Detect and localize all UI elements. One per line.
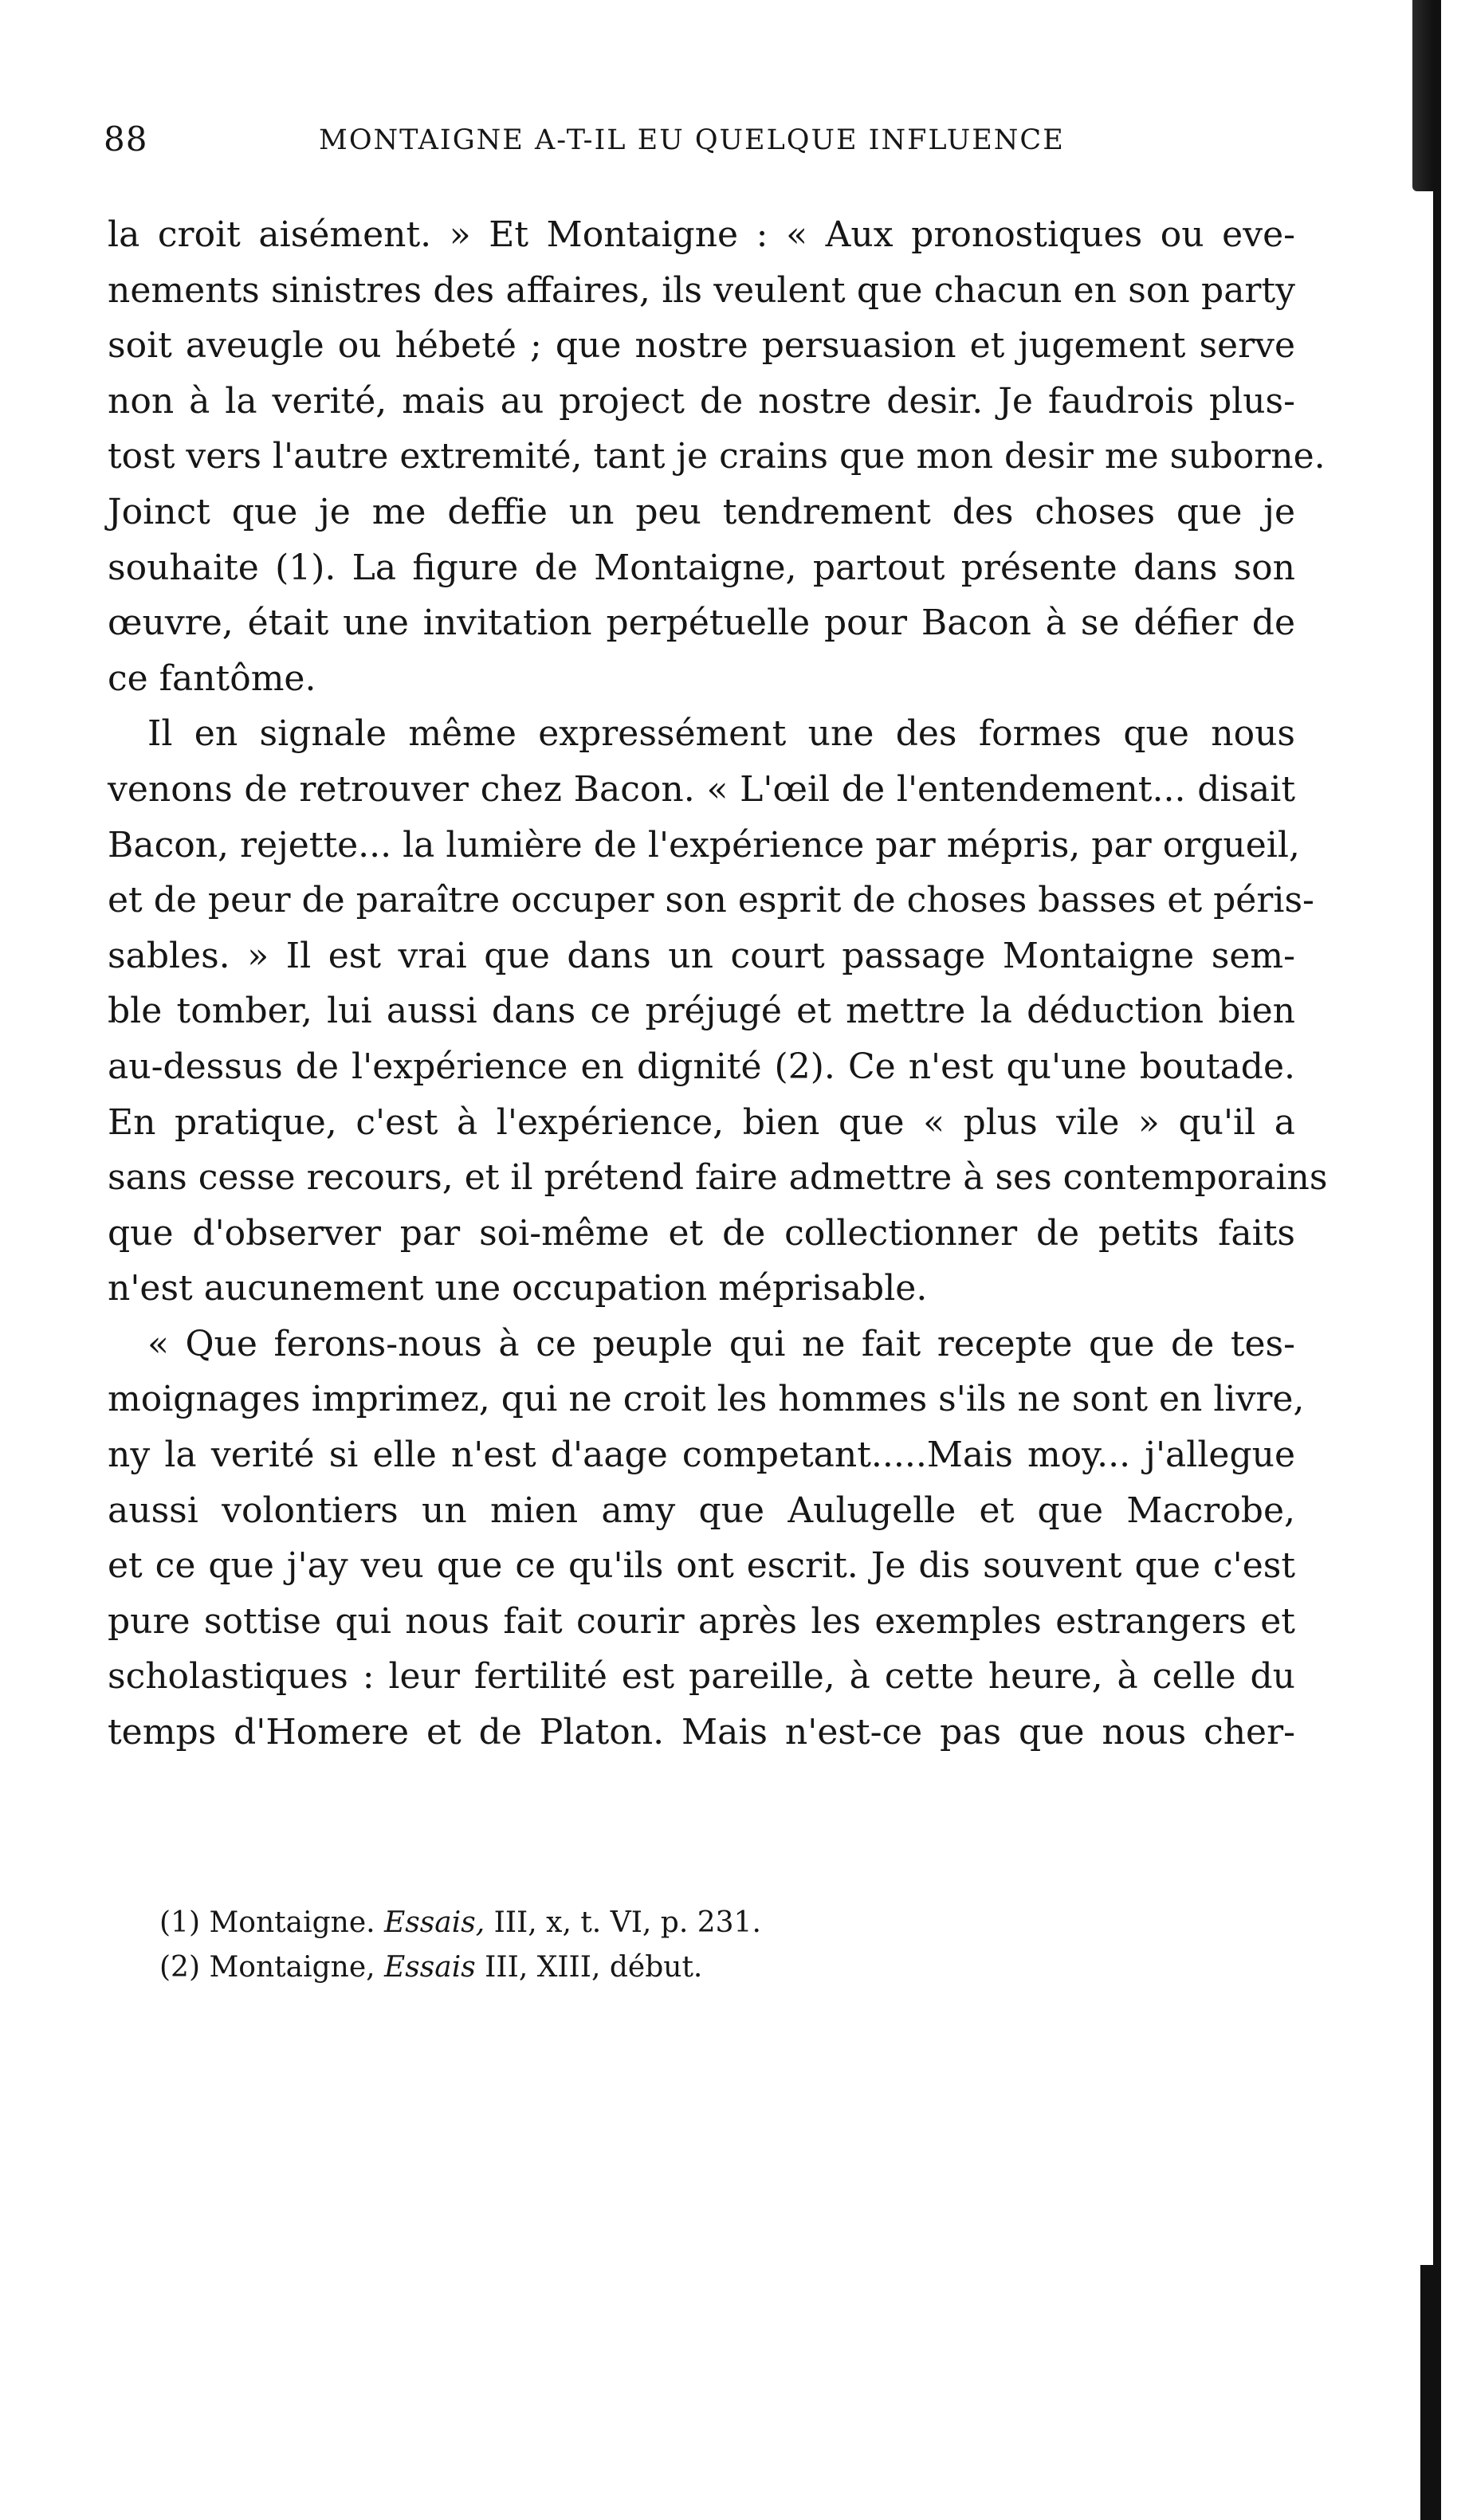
text-line: sables. » Il est vrai que dans un court passage Montaigne sem- — [108, 935, 1295, 976]
footnotes — [159, 1901, 1116, 1990]
text-line: Joinct que je me deffie un peu tendrement des choses que je — [108, 491, 1295, 532]
text-line: nements sinistres des affaires, ils veulent que chacun en son party — [108, 269, 1295, 311]
footnote-work-title: Essais — [384, 1951, 476, 1984]
footnote-reference: III, x, t. VI, p. 231. — [485, 1906, 761, 1939]
text-line: moignages imprimez, qui ne croit les hommes s'ils ne sont en livre, — [108, 1379, 1305, 1420]
text-line: ble tomber, lui aussi dans ce préjugé et mettre la déduction bien — [108, 991, 1295, 1032]
page-number: 88 — [104, 120, 148, 159]
text-line: au-dessus de l'expérience en dignité (2). Ce n'est qu'une boutade. — [108, 1046, 1295, 1087]
text-line: n'est aucunement une occupation méprisable. — [108, 1268, 928, 1309]
text-line: souhaite (1). La figure de Montaigne, partout présente dans son — [108, 547, 1295, 588]
page-edge-shadow — [1412, 0, 1435, 191]
footnote-reference: III, XIII, début. — [475, 1951, 703, 1984]
text-line: venons de retrouver chez Bacon. « L'œil de l'entendement... disait — [108, 768, 1295, 810]
text-line: et ce que j'ay veu que ce qu'ils ont escrit. Je dis souvent que c'est — [108, 1545, 1295, 1587]
footnote-prefix: (1) Montaigne. — [159, 1906, 385, 1939]
footnote-1 — [159, 1901, 1116, 1945]
running-head — [104, 120, 1291, 167]
text-line: tost vers l'autre extremité, tant je crains que mon desir me suborne. — [108, 436, 1326, 477]
text-line: ce fantôme. — [108, 657, 316, 699]
text-line: pure sottise qui nous fait courir après les exemples estrangers et — [108, 1600, 1295, 1642]
page-edge-shadow — [1433, 0, 1441, 2520]
text-line: non à la verité, mais au project de nostre desir. Je faudrois plus- — [108, 380, 1295, 422]
text-line: En pratique, c'est à l'expérience, bien que « plus vile » qu'il a — [108, 1101, 1295, 1143]
footnote-2 — [159, 1945, 1116, 1990]
text-line: Bacon, rejette... la lumière de l'expérience par mépris, par orgueil, — [108, 824, 1300, 866]
text-line: scholastiques : leur fertilité est pareille, à cette heure, à celle du — [108, 1656, 1295, 1698]
text-line: sans cesse recours, et il prétend faire admettre à ses contemporains — [108, 1157, 1328, 1199]
text-line: ny la verité si elle n'est d'aage competant.....Mais moy... j'allegue — [108, 1435, 1295, 1476]
text-line: soit aveugle ou hébeté ; que nostre persuasion et jugement serve — [108, 325, 1295, 367]
page-edge-shadow — [1420, 2265, 1435, 2520]
running-title: MONTAIGNE A-T-IL EU QUELQUE INFLUENCE — [319, 124, 1065, 156]
body-text — [108, 207, 1328, 1760]
text-line: et de peur de paraître occuper son esprit de choses basses et péris- — [108, 880, 1314, 921]
text-line: aussi volontiers un mien amy que Aulugelle et que Macrobe, — [108, 1490, 1295, 1531]
text-line: que d'observer par soi-même et de collectionner de petits faits — [108, 1212, 1295, 1254]
text-line: temps d'Homere et de Platon. Mais n'est-ce pas que nous cher- — [108, 1712, 1295, 1753]
text-line: « Que ferons-nous à ce peuple qui ne fait recepte que de tes- — [147, 1323, 1295, 1364]
footnote-work-title: Essais, — [384, 1906, 485, 1939]
text-line: la croit aisément. » Et Montaigne : « Aux pronostiques ou eve- — [108, 214, 1295, 255]
text-line: œuvre, était une invitation perpétuelle pour Bacon à se défier de — [108, 603, 1295, 644]
footnote-prefix: (2) Montaigne, — [159, 1951, 385, 1984]
text-line: Il en signale même expressément une des formes que nous — [147, 713, 1295, 755]
